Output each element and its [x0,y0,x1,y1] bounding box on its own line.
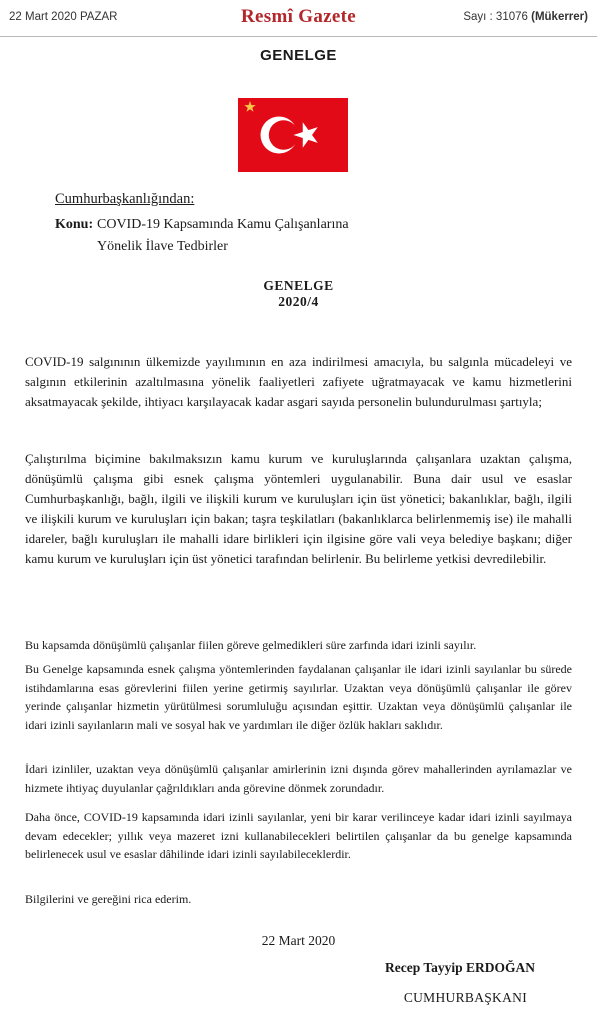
signer-name: Recep Tayyip ERDOĞAN [384,960,535,975]
genelge-title-block [0,278,597,310]
secondary-paragraph-4: Daha önce, COVID-19 kapsamında idari izinli sayılanlar, yeni bir karar verilinceye kadar idari izinli sayılmaya devam edecekler; yıllık veya mazeret izni kullanabilecekleri belirtilen çalışanlar da bu genelge kapsamında belirlenecek usul ve esaslar dâhilinde idari izinli sayılabileceklerdir. [25,810,572,861]
signer-title: CUMHURBAŞKANI [403,990,527,1005]
closing-sentence: Bilgilerini ve gereğini rica ederim. [25,892,192,906]
secondary-paragraph-3: İdari izinliler, uzaktan veya dönüşümlü çalışanlar amirlerinin izni dışında görev mahallerinden ayrılamazlar ve hizmete ihtiyaç duyulanlar çağrıldıkları anda görevine dönmek zorundadır. [25,762,572,795]
subject-line-2: Yönelik İlave Tedbirler [97,239,228,254]
subject-line-1: COVID-19 Kapsamında Kamu Çalışanlarına [97,217,349,232]
secondary-paragraph-5-block [25,890,572,909]
main-paragraph-1: COVID-19 salgınının ülkemizde yayılımının en aza indirilmesi amacıyla, bu salgınla mücadeleyi ve salgının etkilerinin azaltılmasına yönelik faaliyetleri zafiyete uğratmayacak ve kamu hizmetlerini aksatmayacak şekilde, ihtiyacı karşılayacak kadar asgari sayıda personelin bulundurulması şartıyla; [25,354,572,409]
masthead [0,0,597,37]
main-paragraph-1-block [25,352,572,412]
document-heading: GENELGE [260,47,337,64]
genelge-title: GENELGE [263,278,334,293]
secondary-paragraph-2: Bu Genelge kapsamında esnek çalışma yöntemlerinden faydalanan çalışanlar ile idari izinli sayılanlar bu sürede istihdamlarına esas görevlerini fiilen yerine getirmiş sayılırlar. Uzaktan veya dönüşümlü çalışanlar ile görev yerinde çalışanlar hizmetin yürütülmesi sorumluluğu açısından eşittir. Uzaktan veya dönüşümlü çalışanlar ile idari izinli sayılanların mali ve sosyal hak ve yardımları ile diğer özlük hakları saklıdır. [25,662,572,732]
issuer: Cumhurbaşkanlığından: [55,191,195,207]
secondary-paragraph-4-block [25,808,572,864]
genelge-number: 2020/4 [278,294,319,309]
main-paragraph-2: Çalıştırılma biçimine bakılmaksızın kamu kurum ve kuruluşlarında çalışanlara uzaktan çalışma, dönüşümlü çalışma gibi esnek çalışma yöntemleri uygulanabilir. Buna dair usul ve esaslar Cumhurbaşkanlığı, bağlı, ilgili ve ilişkili kurum ve kuruluşları için üst yönetici; bakanlıklar, bağlı, ilgili ve ilişkili kurum ve kuruluşları için bakan; taşra teşkilatları (bakanlıklarca belirlenmemiş ise) ile mahalli idareler, bağlı kuruluşları ile mahalli idare birlikleri için ilgisine göre vali veya belediye başkanı; diğer kamu kurum ve kuruluşları için üst yönetici tarafından belirlenir. Bu belirleme yetkisi devredilebilir. [25,451,572,566]
subject-label: Konu: [55,217,94,232]
masthead-issue [463,11,588,23]
subject [55,214,349,258]
secondary-paragraph-1-block [25,636,572,655]
main-paragraph-2-block [25,449,572,569]
document-date: 22 Mart 2020 [261,933,336,948]
secondary-paragraph-1: Bu kapsamda dönüşümlü çalışanlar fiilen göreve gelmedikleri süre zarfında idari izinli sayılır. [25,638,477,652]
issue-number: Sayı : 31076 [463,11,528,23]
secondary-paragraph-3-block [25,760,572,797]
secondary-paragraph-2-block [25,660,572,734]
masthead-date: 22 Mart 2020 PAZAR [9,11,118,23]
issue-suffix: (Mükerrer) [531,11,588,23]
turkish-flag-icon [238,98,348,172]
masthead-title: Resmî Gazete [241,6,356,27]
